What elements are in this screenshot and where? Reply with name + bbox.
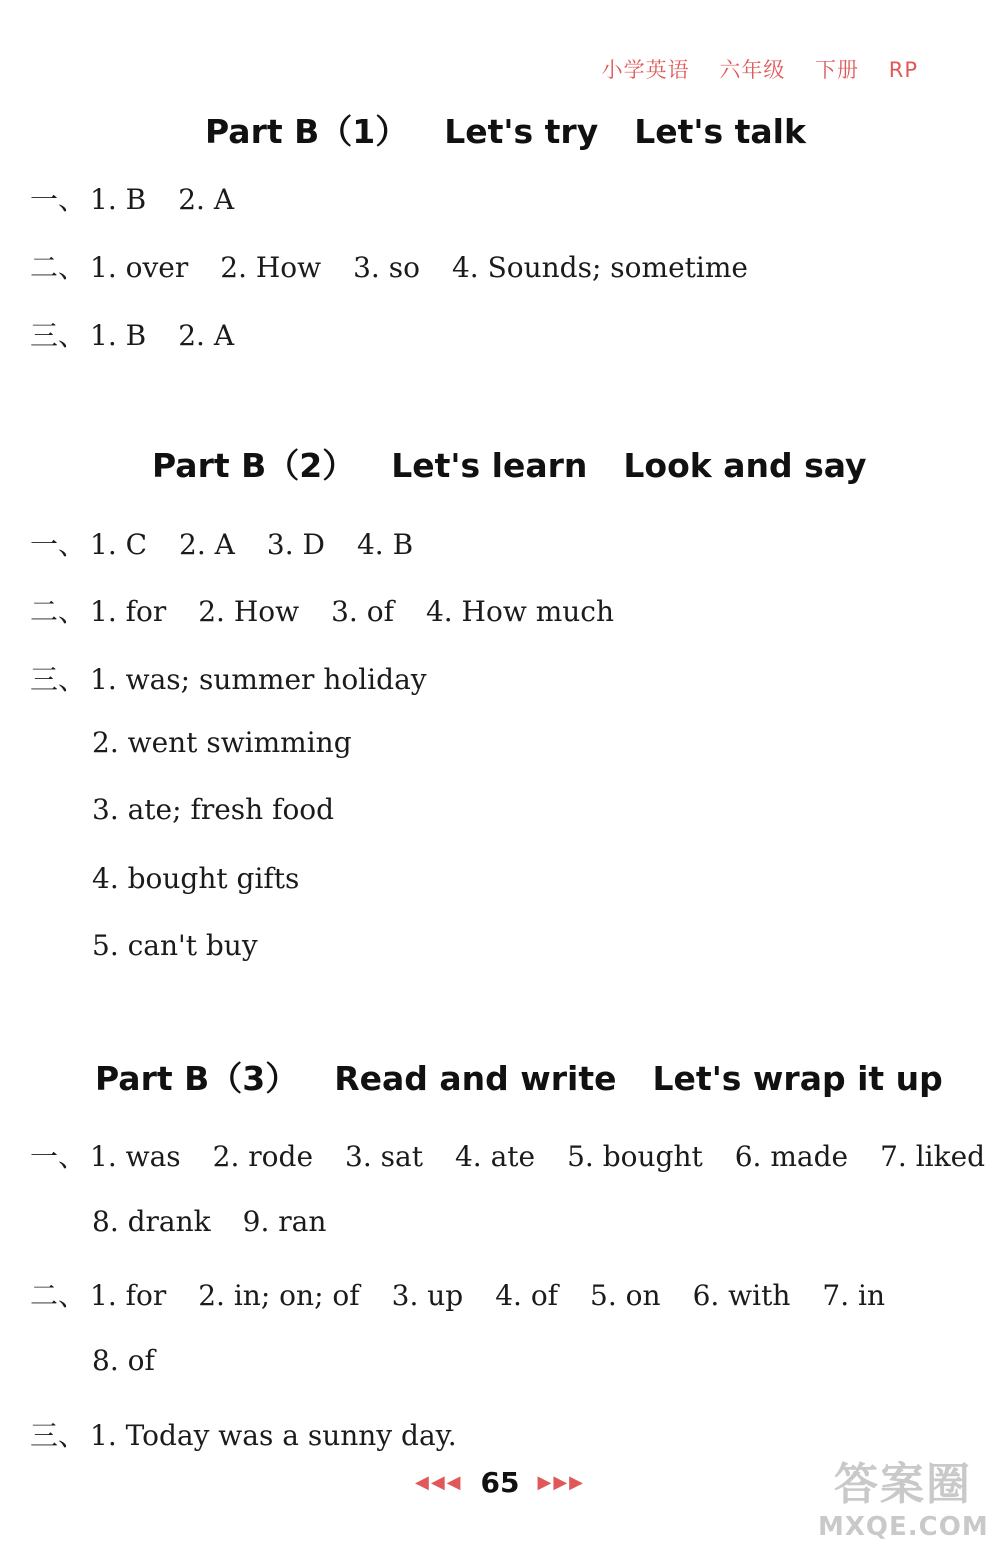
answer-item: 4. B (356, 528, 414, 561)
answer-row (92, 929, 290, 962)
answer-item: 1. was; summer holiday (90, 663, 427, 696)
answer-item: 4. bought gifts (92, 862, 300, 895)
section-part-label: Part B（1） (205, 112, 409, 151)
answer-item: 4. ate (454, 1140, 536, 1173)
answer-item: 3. D (266, 528, 325, 561)
page-number: 65 (480, 1466, 520, 1499)
answer-item: 1. for (90, 1279, 167, 1312)
section-activity-label: Let's try (444, 112, 599, 151)
header-edition: RP (888, 58, 918, 82)
answer-row (30, 590, 646, 630)
answer-item: 3. up (391, 1279, 464, 1312)
row-prefix: 三、 (30, 1419, 87, 1452)
answer-item: 2. in; on; of (198, 1279, 360, 1312)
section-title-2 (0, 440, 1000, 487)
row-prefix: 一、 (30, 528, 87, 561)
answer-item: 3. of (331, 595, 394, 628)
section-activity-label: Let's wrap it up (652, 1059, 943, 1098)
row-prefix: 二、 (30, 251, 87, 284)
section-activity-label: Read and write (334, 1059, 617, 1098)
answer-item: 1. over (90, 251, 189, 284)
watermark-logo (818, 1448, 988, 1542)
answer-item: 1. B (90, 183, 147, 216)
answer-item: 3. sat (345, 1140, 423, 1173)
section-part-label: Part B（2） (152, 446, 356, 485)
answer-item: 5. can't buy (92, 929, 258, 962)
right-arrows-icon: ▶▶▶ (537, 1472, 586, 1493)
section-activity-label: Let's talk (634, 112, 806, 151)
header-subject: 小学英语 (601, 58, 690, 82)
answer-row (30, 178, 266, 218)
answer-row (30, 1414, 489, 1454)
answer-item: 3. so (353, 251, 420, 284)
answer-item: 1. for (90, 595, 167, 628)
header-grade: 六年级 (719, 58, 786, 82)
answer-row (30, 658, 459, 698)
answer-item: 7. in (822, 1279, 885, 1312)
section-title-3 (0, 1053, 1000, 1100)
row-prefix: 三、 (30, 663, 87, 696)
answer-row (30, 246, 780, 286)
answer-item: 2. A (178, 319, 235, 352)
answer-item: 4. of (495, 1279, 559, 1312)
row-prefix: 三、 (30, 319, 87, 352)
answer-item: 3. ate; fresh food (92, 793, 335, 826)
section-part-label: Part B（3） (95, 1059, 299, 1098)
header-volume: 下册 (815, 58, 860, 82)
answer-item: 2. How (198, 595, 300, 628)
answer-item: 6. with (692, 1279, 791, 1312)
answer-item: 9. ran (242, 1205, 327, 1238)
answer-item: 1. was (90, 1140, 181, 1173)
answer-item: 4. Sounds; sometime (451, 251, 748, 284)
answer-item: 2. rode (212, 1140, 314, 1173)
answer-row (30, 523, 445, 563)
answer-item: 1. B (90, 319, 147, 352)
section-activity-label: Look and say (623, 446, 867, 485)
row-prefix: 二、 (30, 595, 87, 628)
answer-row (92, 862, 331, 895)
answer-item: 1. C (90, 528, 148, 561)
answer-row (92, 793, 366, 826)
answer-row (92, 1344, 187, 1377)
answer-item: 8. of (92, 1344, 155, 1377)
row-prefix: 一、 (30, 1140, 87, 1173)
answer-item: 4. How much (425, 595, 614, 628)
watermark-url: MXQE.COM (818, 1512, 989, 1542)
section-title-1 (0, 106, 1000, 153)
row-prefix: 二、 (30, 1279, 87, 1312)
answer-item: 2. A (179, 528, 235, 561)
answer-row (92, 1205, 358, 1238)
answer-item: 8. drank (92, 1205, 211, 1238)
answer-item: 1. Today was a sunny day. (90, 1419, 457, 1452)
answer-item: 6. made (734, 1140, 849, 1173)
answer-item: 2. How (220, 251, 322, 284)
page-header (580, 54, 918, 84)
answer-item: 5. on (590, 1279, 661, 1312)
answer-item: 5. bought (567, 1140, 703, 1173)
row-prefix: 一、 (30, 183, 87, 216)
answer-row (30, 314, 266, 354)
answer-row (30, 1274, 917, 1314)
left-arrows-icon: ◀◀◀ (414, 1472, 463, 1493)
answer-row (92, 726, 384, 759)
answer-row (30, 1135, 1000, 1175)
answer-item: 2. A (178, 183, 235, 216)
answer-item: 7. liked (880, 1140, 986, 1173)
answer-item: 2. went swimming (92, 726, 352, 759)
section-activity-label: Let's learn (391, 446, 588, 485)
watermark-text: 答案圈 (834, 1459, 972, 1510)
